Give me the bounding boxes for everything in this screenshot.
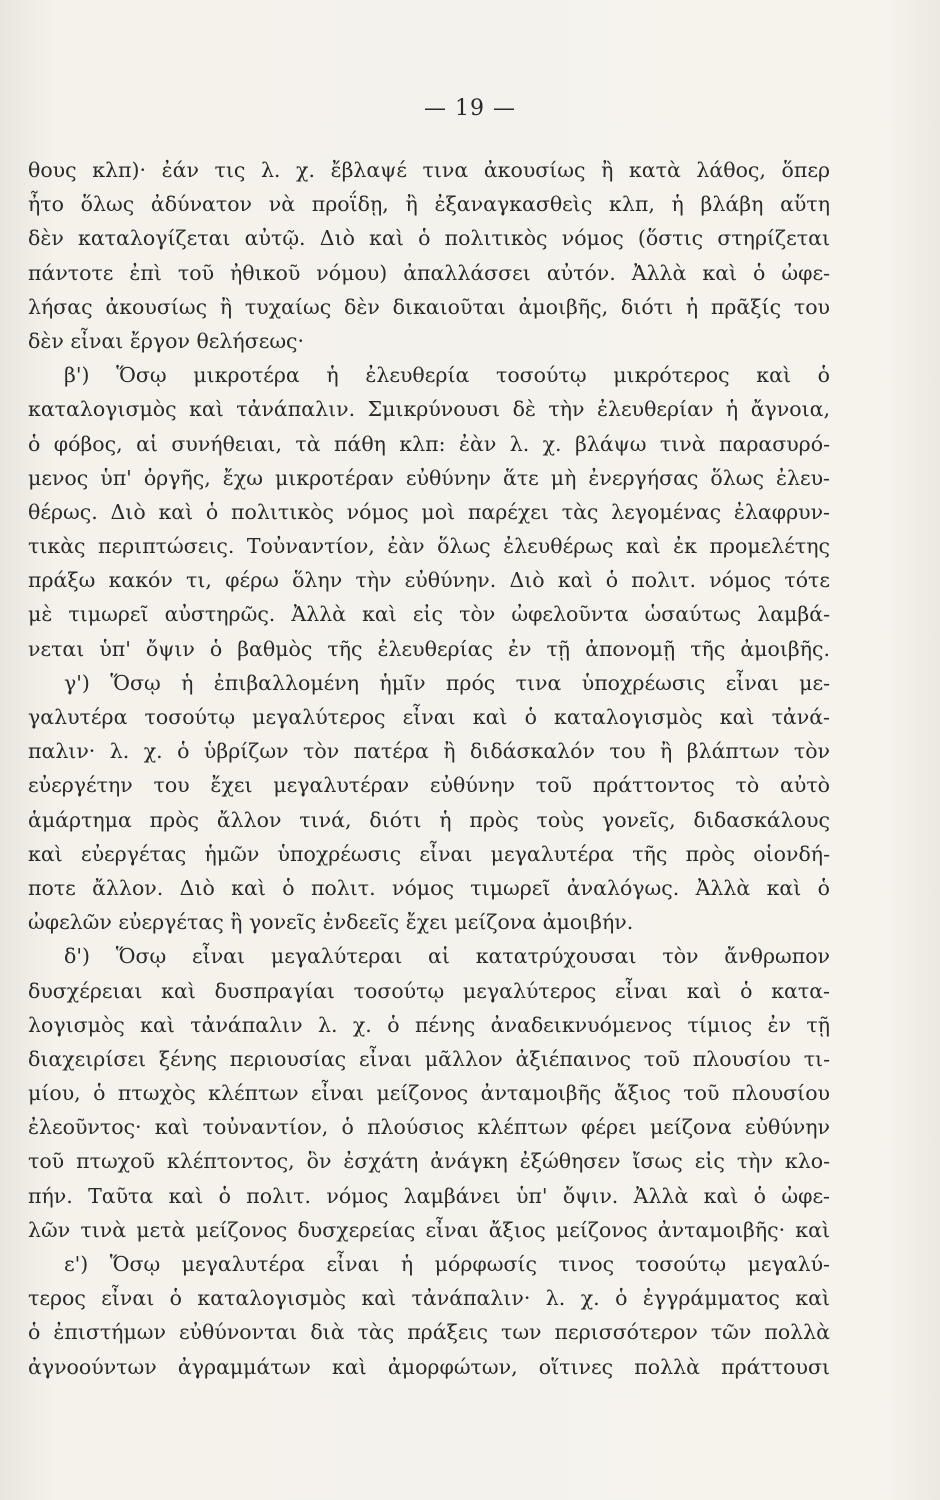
text-line: εὐεργέτην του ἔχει μεγαλυτέραν εὐθύνην τοῦ πράττοντος τὸ αὐτὸ	[28, 773, 830, 798]
text-line: ὁ ἐπιστήμων εὐθύνονται διὰ τὰς πράξεις των περισσότερον τῶν πολλὰ	[28, 1320, 830, 1345]
text-line: τοῦ πτωχοῦ κλέπτοντος, ὃν ἐσχάτη ἀνάγκη ἐξώθησεν ἴσως εἰς τὴν κλο-	[28, 1149, 830, 1174]
text-line: μενος ὑπ' ὀργῆς, ἔχω μικροτέραν εὐθύνην ἅτε μὴ ἐνεργήσας ὅλως ἐλευ-	[28, 465, 830, 490]
text-line: διαχειρίσει ξένης περιουσίας εἶναι μᾶλλον ἀξιέπαινος τοῦ πλουσίου τι-	[28, 1046, 830, 1071]
text-line: θέρως. Διὸ καὶ ὁ πολιτικὸς νόμος μοὶ παρέχει τὰς λεγομένας ἐλαφρυν-	[28, 499, 830, 524]
text-line: ἦτο ὅλως ἀδύνατον νὰ προΐδῃ, ἢ ἐξαναγκασθεὶς κλπ, ἡ βλάβη αὕτη	[28, 192, 830, 217]
text-line: λῶν τινὰ μετὰ μείζονος δυσχερείας εἶναι ἄξιος μείζονος ἀνταμοιβῆς· καὶ	[28, 1217, 830, 1242]
page-body	[28, 153, 830, 1384]
text-line: καὶ εὐεργέτας ἡμῶν ὑποχρέωσις εἶναι μεγαλυτέρα τῆς πρὸς οἱονδή-	[28, 841, 830, 866]
text-line: ἐλεοῦντος· καὶ τοὐναντίον, ὁ πλούσιος κλέπτων φέρει μείζονα εὐθύνην	[28, 1115, 830, 1140]
text-line: μίου, ὁ πτωχὸς κλέπτων εἶναι μείζονος ἀνταμοιβῆς ἄξιος τοῦ πλουσίου	[28, 1081, 830, 1106]
text-line: γαλυτέρα τοσούτῳ μεγαλύτερος εἶναι καὶ ὁ καταλογισμὸς καὶ τἀνά-	[28, 705, 830, 729]
text-line: πήν. Ταῦτα καὶ ὁ πολιτ. νόμος λαμβάνει ὑπ' ὄψιν. Ἀλλὰ καὶ ὁ ὠφε-	[28, 1183, 830, 1208]
text-line: μὲ τιμωρεῖ αὐστηρῶς. Ἀλλὰ καὶ εἰς τὸν ὠφελοῦντα ὡσαύτως λαμβά-	[28, 602, 830, 627]
text-line: πάντοτε ἐπὶ τοῦ ἠθικοῦ νόμου) ἀπαλλάσσει αὐτόν. Ἀλλὰ καὶ ὁ ὠφε-	[28, 260, 830, 285]
text-line: πράξω κακόν τι, φέρω ὅλην τὴν εὐθύνην. Διὸ καὶ ὁ πολιτ. νόμος τότε	[28, 568, 830, 593]
text-line: ἀγνοούντων ἀγραμμάτων καὶ ἀμορφώτων, οἵτινες πολλὰ πράττουσι	[28, 1354, 830, 1379]
text-line: λήσας ἀκουσίως ἢ τυχαίως δὲν δικαιοῦται ἀμοιβῆς, διότι ἡ πρᾶξίς του	[28, 294, 830, 319]
text-line: παλιν· λ. χ. ὁ ὑβρίζων τὸν πατέρα ἢ διδάσκαλόν του ἢ βλάπτων τὸν	[28, 739, 830, 764]
text-line: δυσχέρειαι καὶ δυσπραγίαι τοσούτῳ μεγαλύτερος εἶναι καὶ ὁ κατα-	[28, 978, 830, 1003]
text-line: β') Ὅσῳ μικροτέρα ἡ ἐλευθερία τοσούτῳ μικρότερος καὶ ὁ	[64, 363, 830, 388]
text-line: ποτε ἄλλον. Διὸ καὶ ὁ πολιτ. νόμος τιμωρεῖ ἀναλόγως. Ἀλλὰ καὶ ὁ	[28, 875, 830, 900]
text-line: λογισμὸς καὶ τἀνάπαλιν λ. χ. ὁ πένης ἀναδεικνυόμενος τίμιος ἐν τῇ	[28, 1012, 830, 1037]
text-line: δὲν εἶναι ἔργον θελήσεως·	[28, 328, 305, 353]
text-line: τικὰς περιπτώσεις. Τοὐναντίον, ἐὰν ὅλως ἐλευθέρως καὶ ἐκ προμελέτης	[28, 534, 830, 559]
text-line: ὠφελῶν εὐεργέτας ἢ γονεῖς ἐνδεεῖς ἔχει μείζονα ἀμοιβήν.	[28, 910, 634, 935]
text-line: δὲν καταλογίζεται αὐτῷ. Διὸ καὶ ὁ πολιτικὸς νόμος (ὅστις στηρίζεται	[28, 226, 830, 251]
text-line: θους κλπ)· ἐάν τις λ. χ. ἔβλαψέ τινα ἀκουσίως ἢ κατὰ λάθος, ὅπερ	[28, 158, 830, 182]
text-line: νεται ὑπ' ὄψιν ὁ βαθμὸς τῆς ἐλευθερίας ἐν τῇ ἀπονομῇ τῆς ἀμοιβῆς.	[28, 636, 830, 661]
text-line: τερος εἶναι ὁ καταλογισμὸς καὶ τἀνάπαλιν· λ. χ. ὁ ἐγγράμματος καὶ	[28, 1286, 830, 1311]
text-line: καταλογισμὸς καὶ τἀνάπαλιν. Σμικρύνουσι δὲ τὴν ἐλευθερίαν ἡ ἄγνοια,	[28, 397, 830, 422]
text-line: γ') Ὅσῳ ἡ ἐπιβαλλομένη ἡμῖν πρός τινα ὑποχρέωσις εἶναι με-	[64, 670, 830, 695]
text-line: ε') Ὅσῳ μεγαλυτέρα εἶναι ἡ μόρφωσίς τινος τοσούτῳ μεγαλύ-	[64, 1252, 830, 1276]
text-line: ὁ φόβος, αἱ συνήθειαι, τὰ πάθη κλπ: ἐὰν λ. χ. βλάψω τινὰ παρασυρό-	[28, 431, 830, 456]
page-number: — 19 —	[424, 96, 516, 121]
text-line: ἁμάρτημα πρὸς ἄλλον τινά, διότι ἡ πρὸς τοὺς γονεῖς, διδασκάλους	[28, 807, 830, 832]
text-line: δ') Ὅσῳ εἶναι μεγαλύτεραι αἱ κατατρύχουσαι τὸν ἄνθρωπον	[64, 944, 830, 969]
